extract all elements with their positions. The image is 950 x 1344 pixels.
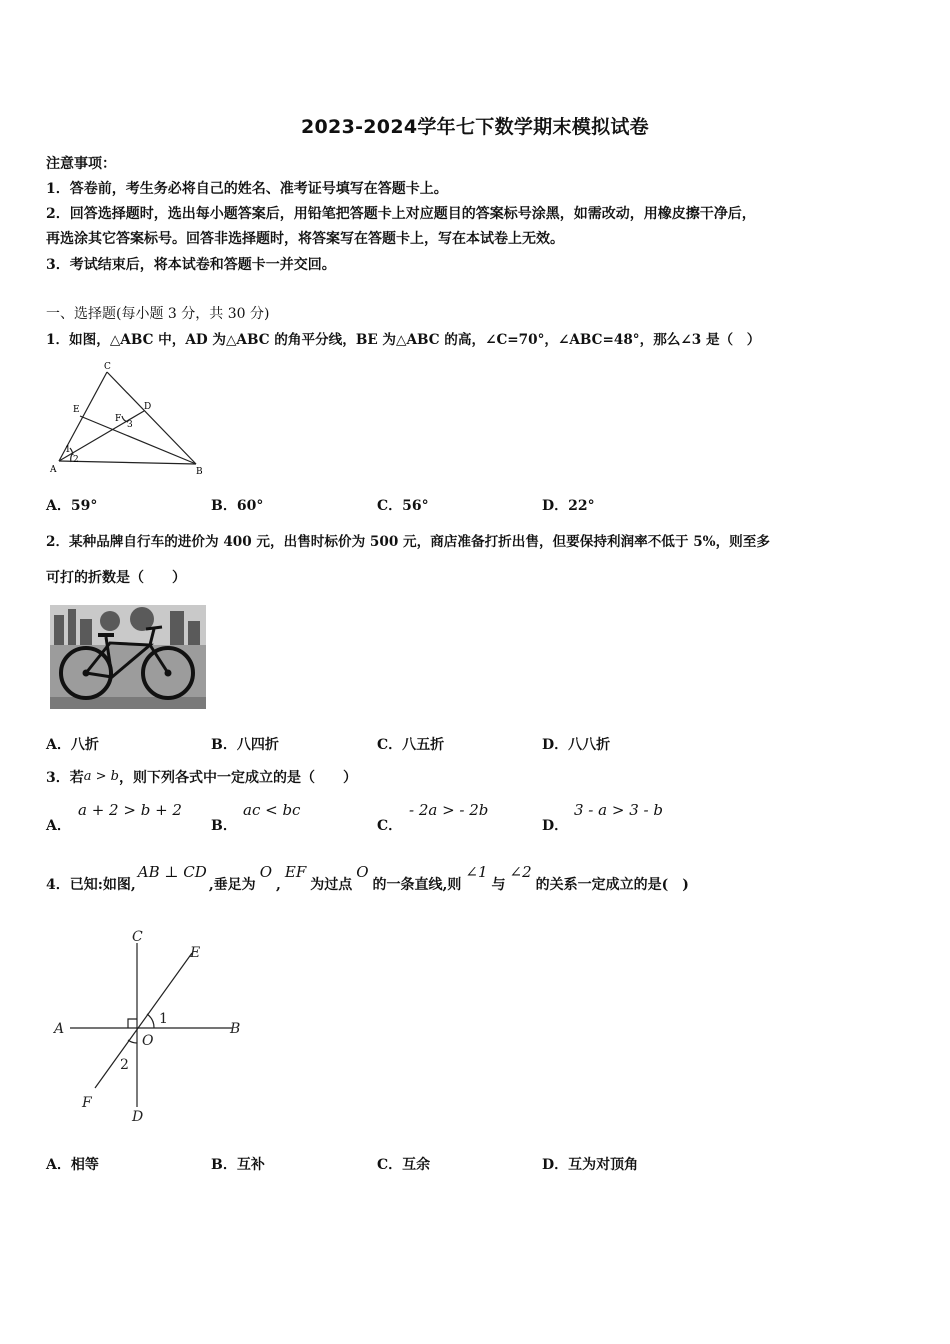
q1-label-c: C [104,362,111,372]
q1-option-c[interactable]: C．56° [377,498,429,514]
q3-option-b-expr[interactable] [243,801,300,819]
q3-option-d-letter[interactable]: D． [542,818,569,834]
q2-option-a[interactable]: A．八折 [46,737,99,753]
altitude-be [80,416,196,464]
q2-option-d[interactable]: D．八八折 [542,737,611,753]
q3-stem-pre: 3．若 [46,770,84,786]
q1-label-3: 3 [127,420,133,430]
q1-label-b: B [196,467,203,477]
q2-option-c[interactable]: C．八五折 [377,737,445,753]
q4-option-b[interactable]: B．互补 [211,1157,265,1173]
notice-item-1: 1．答卷前，考生务必将自己的姓名、准考证号填写在答题卡上。 [46,181,448,197]
q4-label-e: E [190,945,201,961]
line-ef [95,953,192,1088]
q3-stem-math: a > b [83,769,119,784]
q3-option-b-math: ac < bc [243,801,301,819]
q1-option-b[interactable]: B．60° [211,498,264,514]
notice-item-3: 3．考试结束后，将本试卷和答题卡一并交回。 [46,257,336,273]
q4-label-a: A [54,1021,65,1037]
q1-label-2: 2 [73,455,79,465]
q4-label-2: 2 [120,1057,129,1073]
q3-stem [46,767,357,787]
q1-label-a: A [50,465,57,475]
q4-option-a[interactable]: A．相等 [46,1157,99,1173]
q4-angle-figure [50,925,250,1125]
section-heading: 一、选择题(每小题 3 分，共 30 分) [46,306,270,322]
q4-part6: 与 [491,877,506,893]
page-title: 2023-2024学年七下数学期末模拟试卷 [301,116,649,138]
q4-math3: EF [284,863,307,881]
q2-stem-b: 可打的折数是（ ） [46,570,186,586]
q2-option-b[interactable]: B．八四折 [211,737,279,753]
q4-option-d[interactable]: D．互为对顶角 [542,1157,639,1173]
q4-label-d: D [132,1109,144,1125]
q4-part3: , [276,877,281,893]
q4-part1: 4．已知:如图, [46,877,136,893]
q1-label-1: 1 [65,445,71,455]
q4-math5: ∠1 [465,863,488,881]
side-ab [59,461,196,464]
q4-option-c[interactable]: C．互余 [377,1157,431,1173]
angle-2-arc [128,1040,137,1043]
q1-label-d: D [144,402,152,412]
q3-option-b-letter[interactable]: B． [211,818,237,834]
q2-stem-a: 2．某种品牌自行车的进价为 400 元，出售时标价为 500 元，商店准备打折出售，但要保持利润率不低于 5%，则至多 [46,534,770,550]
q4-label-1: 1 [159,1011,168,1027]
q3-option-a-letter[interactable]: A． [46,818,71,834]
q1-label-e: E [73,405,80,415]
notice-item-2a: 2．回答选择题时，选出每小题答案后，用铅笔把答题卡上对应题目的答案标号涂黑，如需改动，用橡皮擦干净后， [46,206,756,222]
q4-label-f: F [82,1095,92,1111]
q3-option-a-expr[interactable] [78,801,182,819]
q4-label-o: O [142,1033,154,1049]
q4-stem [46,863,689,894]
q4-label-b: B [230,1021,241,1037]
q4-part7: 的关系一定成立的是( ) [535,877,689,893]
bisector-ad [59,411,144,461]
q1-triangle-figure [44,358,214,478]
q4-math6: ∠2 [509,863,532,881]
q1-label-f: F [115,414,122,424]
q4-part2: ,垂足为 [208,877,256,893]
notice-item-2b: 再选涂其它答案标号。回答非选择题时，将答案写在答题卡上，写在本试卷上无效。 [46,231,564,247]
q3-option-d-expr[interactable] [574,801,663,819]
q3-option-c-expr[interactable] [409,801,488,819]
angle-1-arc [147,1014,154,1028]
q1-option-a[interactable]: A．59° [46,498,98,514]
q3-option-a-math: a + 2 > b + 2 [78,801,182,819]
q4-math2: O [259,863,272,881]
q4-math4: O [356,863,369,881]
q4-part5: 的一条直线,则 [372,877,462,893]
right-angle-mark [128,1019,137,1028]
q4-part4: 为过点 [310,877,353,893]
q3-option-d-math: 3 - a > 3 - b [574,801,663,819]
q3-stem-post: ，则下列各式中一定成立的是（ ） [118,770,357,786]
notice-heading: 注意事项： [46,156,116,172]
q3-option-c-math: - 2a > - 2b [409,801,489,819]
q3-option-c-letter[interactable]: C． [377,818,403,834]
q1-option-d[interactable]: D．22° [542,498,595,514]
q4-label-c: C [132,929,143,945]
q1-stem: 1．如图，△ABC 中，AD 为△ABC 的角平分线，BE 为△ABC 的高，∠C=70°，∠ABC=48°，那么∠3 是（ ） [46,332,761,348]
q4-math1: AB ⊥ CD [137,863,207,881]
bicycle-photo [50,605,206,709]
